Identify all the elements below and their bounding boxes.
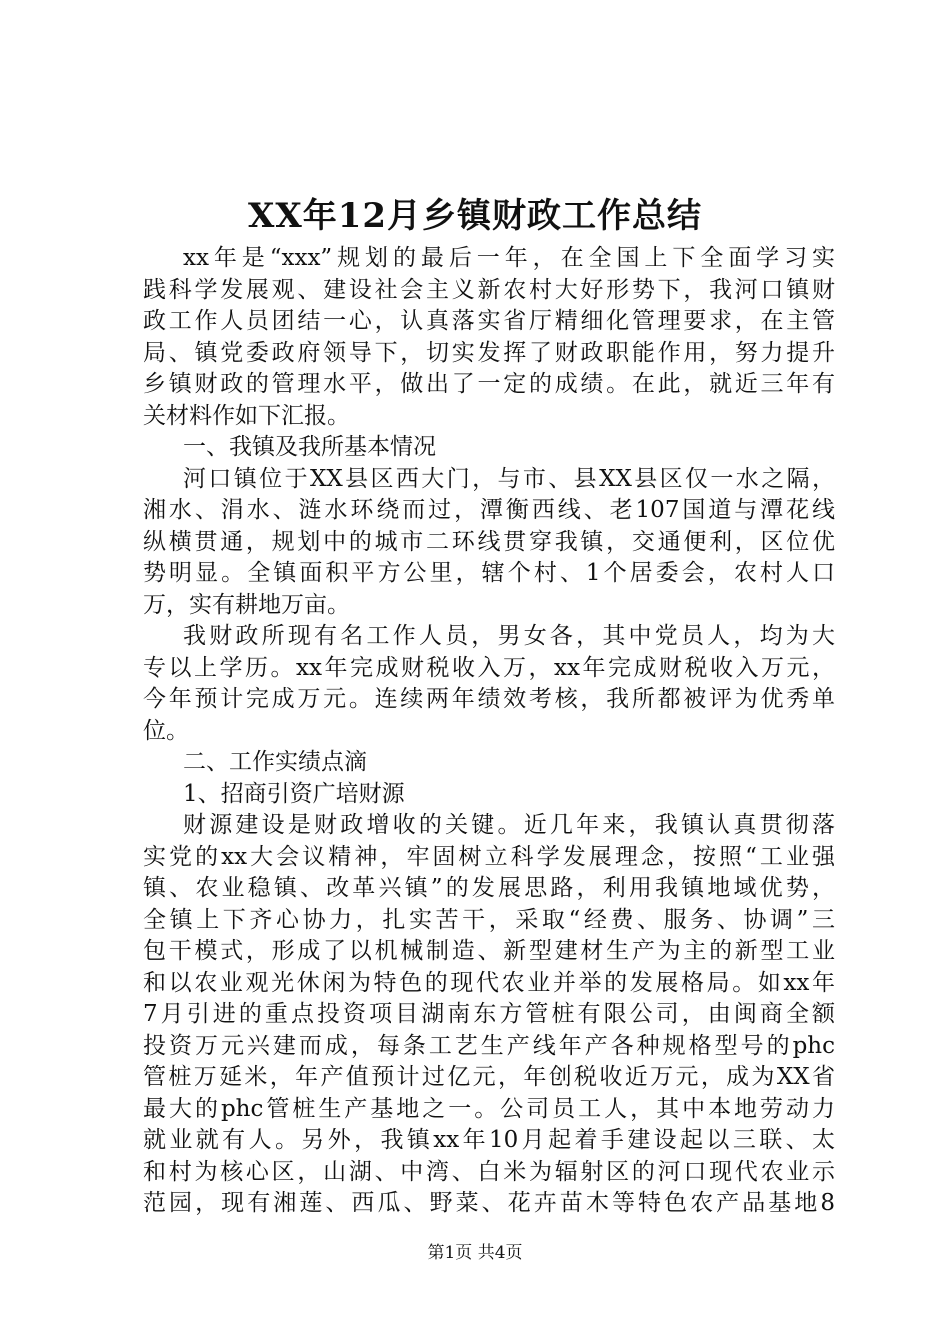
text-line: 全镇上下齐心协力，扎实苦干，采取“经费、服务、协调”三 (143, 906, 835, 933)
text-line: 势明显。全镇面积平方公里，辖个村、1个居委会，农村人口 (143, 560, 835, 586)
text-line: xx年是“xxx”规划的最后一年，在全国上下全面学习实 (183, 245, 835, 271)
text-line: 和村为核心区，山湖、中湾、白米为辐射区的河口现代农业示 (143, 1158, 835, 1185)
text-line: 关材料作如下汇报。 (143, 402, 350, 429)
section-heading: 一、我镇及我所基本情况 (183, 434, 436, 460)
text-line: 政工作人员团结一心，认真落实省厅精细化管理要求，在主管 (143, 308, 835, 334)
subsection-heading: 1、招商引资广培财源 (183, 780, 405, 807)
text-line: 河口镇位于XX县区西大门，与市、县XX县区仅一水之隔， (183, 465, 835, 492)
text-line: 专以上学历。xx年完成财税收入万，xx年完成财税收入万元， (143, 654, 835, 681)
text-line: 纵横贯通，规划中的城市二环线贯穿我镇，交通便利，区位优 (143, 528, 835, 555)
text-line: 万，实有耕地万亩。 (143, 591, 350, 618)
text-line: 7月引进的重点投资项目湖南东方管桩有限公司，由闽商全额 (143, 1001, 835, 1027)
text-line: 管桩万延米，年产值预计过亿元，年创税收近万元，成为XX省 (143, 1064, 835, 1090)
text-line: 践科学发展观、建设社会主义新农村大好形势下，我河口镇财 (143, 276, 835, 303)
text-line: 今年预计完成万元。连续两年绩效考核，我所都被评为优秀单 (143, 686, 835, 712)
text-line: 最大的phc管桩生产基地之一。公司员工人，其中本地劳动力 (143, 1095, 835, 1122)
text-line: 局、镇党委政府领导下，切实发挥了财政职能作用，努力提升 (143, 339, 835, 366)
text-line: 位。 (143, 717, 189, 744)
text-line: 投资万元兴建而成，每条工艺生产线年产各种规格型号的phc (143, 1032, 835, 1059)
document-title: XX年12月乡镇财政工作总结 (247, 196, 703, 236)
text-line: 镇、农业稳镇、改革兴镇”的发展思路，利用我镇地域优势， (143, 875, 835, 901)
text-line: 财源建设是财政增收的关键。近几年来，我镇认真贯彻落 (183, 812, 835, 838)
section-heading: 二、工作实绩点滴 (183, 749, 367, 775)
text-line: 就业就有人。另外，我镇xx年10月起着手建设起以三联、太 (143, 1127, 835, 1153)
text-line: 实党的xx大会议精神，牢固树立科学发展理念，按照“工业强 (143, 843, 835, 870)
document-body (143, 243, 835, 1220)
page-number: 第1页 共4页 (427, 1243, 523, 1263)
text-line: 包干模式，形成了以机械制造、新型建材生产为主的新型工业 (143, 938, 835, 964)
text-line: 湘水、涓水、涟水环绕而过，潭衡西线、老107国道与潭花线 (143, 497, 835, 523)
text-line: 我财政所现有名工作人员，男女各，其中党员人，均为大 (183, 623, 835, 649)
text-line: 乡镇财政的管理水平，做出了一定的成绩。在此，就近三年有 (143, 371, 835, 397)
text-line: 和以农业观光休闲为特色的现代农业并举的发展格局。如xx年 (143, 969, 835, 996)
text-line: 范园，现有湘莲、西瓜、野菜、花卉苗木等特色农产品基地8 (143, 1190, 835, 1216)
